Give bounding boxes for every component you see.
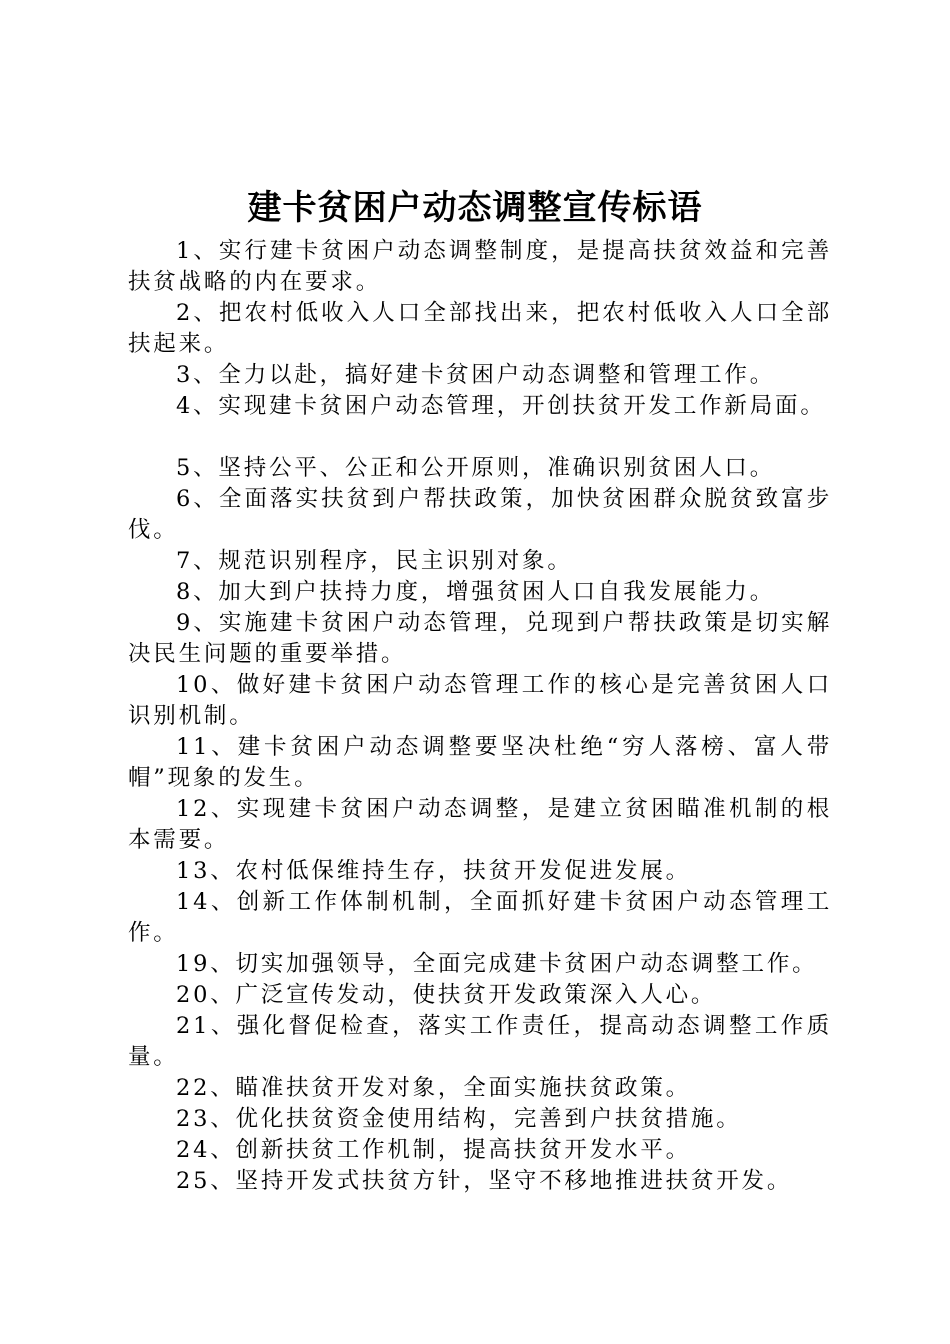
slogan-item: 20、广泛宣传发动，使扶贫开发政策深入人心。	[176, 982, 717, 1008]
slogan-item: 10、做好建卡贫困户动态管理工作的核心是完善贫困人口识别机制。	[128, 672, 832, 729]
slogan-item: 13、农村低保维持生存，扶贫开发促进发展。	[176, 858, 691, 884]
slogan-item: 1、实行建卡贫困户动态调整制度，是提高扶贫效益和完善扶贫战略的内在要求。	[128, 238, 832, 295]
slogan-item: 12、实现建卡贫困户动态调整，是建立贫困瞄准机制的根本需要。	[128, 796, 832, 853]
slogan-item: 21、强化督促检查，落实工作责任，提高动态调整工作质量。	[128, 1013, 832, 1070]
slogan-item: 3、全力以赴，搞好建卡贫困户动态调整和管理工作。	[176, 362, 776, 388]
slogan-item: 22、瞄准扶贫开发对象，全面实施扶贫政策。	[176, 1075, 691, 1101]
slogan-item: 23、优化扶贫资金使用结构，完善到户扶贫措施。	[176, 1106, 742, 1132]
slogan-item: 5、坚持公平、公正和公开原则，准确识别贫困人口。	[176, 455, 776, 481]
slogan-item: 6、全面落实扶贫到户帮扶政策，加快贫困群众脱贫致富步伐。	[128, 486, 832, 543]
paragraph-gap	[128, 422, 832, 453]
slogan-item: 11、建卡贫困户动态调整要坚决杜绝“穷人落榜、富人带帽”现象的发生。	[128, 734, 832, 791]
slogan-item: 14、创新工作体制机制，全面抓好建卡贫困户动态管理工作。	[128, 889, 832, 946]
slogan-item: 4、实现建卡贫困户动态管理，开创扶贫开发工作新局面。	[176, 393, 826, 419]
slogan-item: 25、坚持开发式扶贫方针，坚守不移地推进扶贫开发。	[176, 1168, 793, 1194]
slogan-item: 19、切实加强领导，全面完成建卡贫困户动态调整工作。	[176, 951, 818, 977]
slogan-item: 2、把农村低收入人口全部找出来，把农村低收入人口全部扶起来。	[128, 300, 832, 357]
slogan-item: 8、加大到户扶持力度，增强贫困人口自我发展能力。	[176, 579, 776, 605]
document-title: 建卡贫困户动态调整宣传标语	[247, 188, 703, 228]
document-body	[128, 236, 832, 1197]
slogan-item: 7、规范识别程序，民主识别对象。	[176, 548, 573, 574]
slogan-item: 24、创新扶贫工作机制，提高扶贫开发水平。	[176, 1137, 691, 1163]
slogan-item: 9、实施建卡贫困户动态管理，兑现到户帮扶政策是切实解决民生问题的重要举措。	[128, 610, 832, 667]
